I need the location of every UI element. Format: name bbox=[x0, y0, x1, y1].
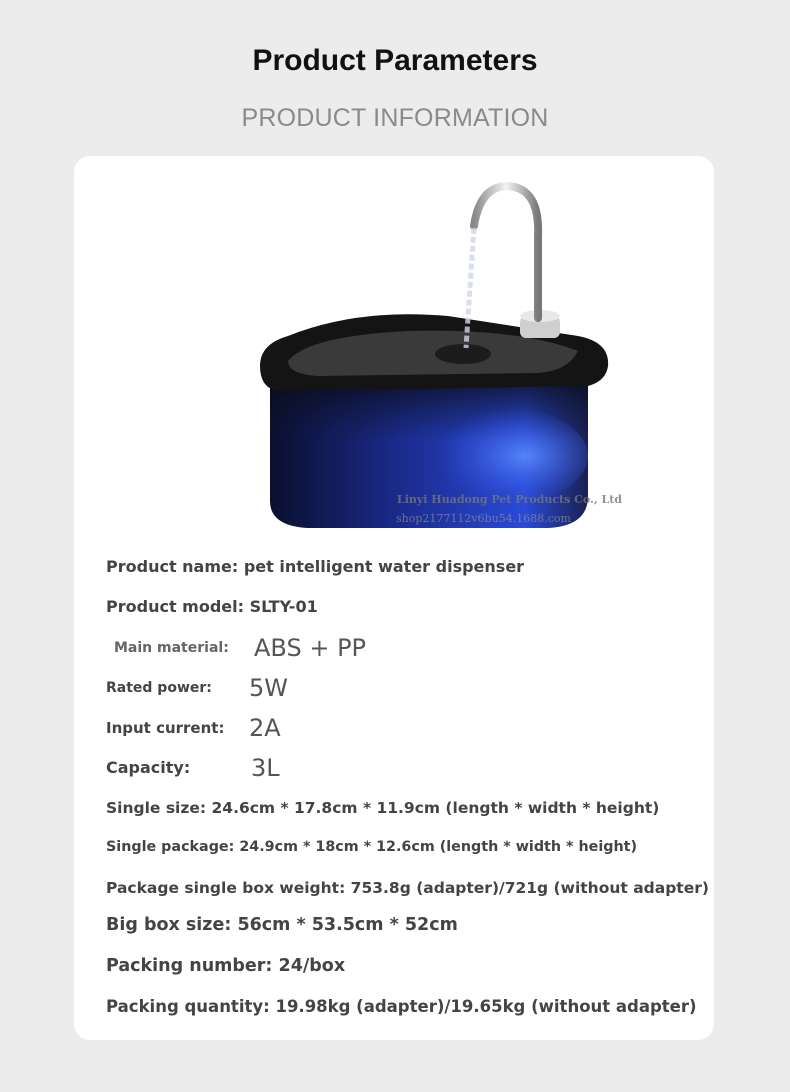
water-dispenser-image bbox=[248, 176, 628, 536]
product-name: Product name: pet intelligent water dispenser bbox=[106, 557, 525, 576]
input-current-label: Input current: bbox=[106, 719, 225, 737]
big-box-size: Big box size: 56cm * 53.5cm * 52cm bbox=[106, 915, 458, 935]
page-subtitle: PRODUCT INFORMATION bbox=[241, 104, 549, 132]
single-size: Single size: 24.6cm * 17.8cm * 11.9cm (length * width * height) bbox=[106, 799, 660, 817]
capacity-value: 3L bbox=[251, 754, 280, 782]
capacity-label: Capacity: bbox=[106, 758, 191, 777]
input-current-value: 2A bbox=[249, 714, 281, 742]
packing-number: Packing number: 24/box bbox=[106, 956, 346, 976]
watermark-company: Linyi Huadong Pet Products Co., Ltd bbox=[397, 493, 623, 506]
product-model: Product model: SLTY-01 bbox=[106, 597, 318, 616]
main-material-label: Main material: bbox=[114, 640, 229, 656]
package-box-weight: Package single box weight: 753.8g (adapter)/721g (without adapter) bbox=[106, 879, 709, 897]
parameters-card bbox=[74, 156, 714, 1040]
rated-power-label: Rated power: bbox=[106, 680, 212, 696]
rated-power-value: 5W bbox=[249, 674, 288, 702]
page-title: Product Parameters bbox=[252, 44, 538, 77]
main-material-value: ABS + PP bbox=[254, 634, 367, 662]
watermark-shop: shop2177112v6bu54.1688.com bbox=[396, 512, 571, 525]
packing-quantity: Packing quantity: 19.98kg (adapter)/19.65kg (without adapter) bbox=[106, 997, 697, 1016]
single-package: Single package: 24.9cm * 18cm * 12.6cm (length * width * height) bbox=[106, 839, 638, 855]
